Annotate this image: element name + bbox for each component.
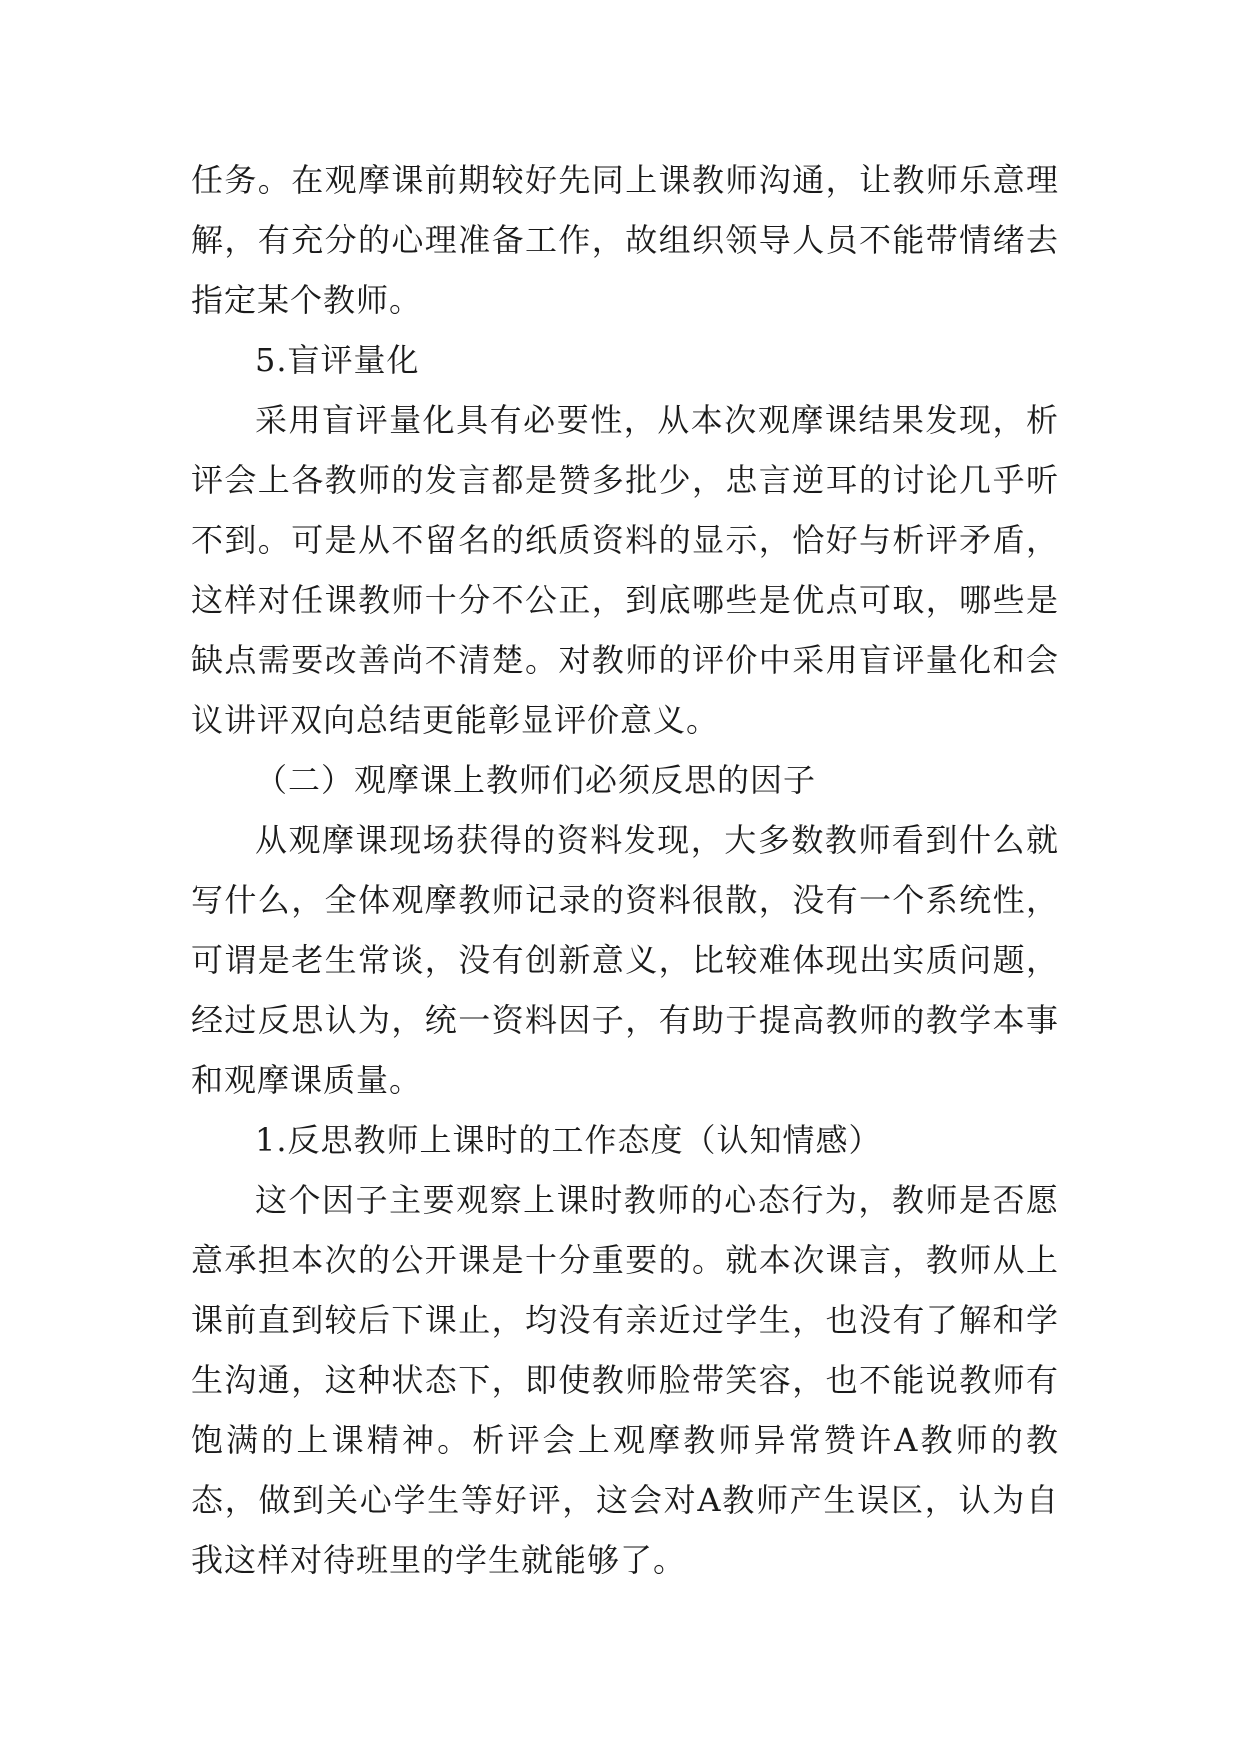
paragraph-blind-evaluation: 采用盲评量化具有必要性，从本次观摩课结果发现，析评会上各教师的发言都是赞多批少，忠言逆耳的讨论几乎听不到。可是从不留名的纸质资料的显示，恰好与析评矛盾，这样对任课教师十分不公正，到底哪些是优点可取，哪些是缺点需要改善尚不清楚。对教师的评价中采用盲评量化和会议讲评双向总结更能彰显评价意义。 <box>191 401 1059 739</box>
paragraph-work-attitude: 这个因子主要观察上课时教师的心态行为，教师是否愿意承担本次的公开课是十分重要的。就本次课言，教师从上课前直到较后下课止，均没有亲近过学生，也没有了解和学生沟通，这种状态下，即使教师脸带笑容，也不能说教师有饱满的上课精神。析评会上观摩教师异常赞许A教师的教态，做到关心学生等好评，这会对A教师产生误区，认为自我这样对待班里的学生就能够了。 <box>191 1181 1059 1579</box>
heading-section-two: （二）观摩课上教师们必须反思的因子 <box>255 761 817 799</box>
paragraph-reflection-factors: 从观摩课现场获得的资料发现，大多数教师看到什么就写什么，全体观摩教师记录的资料很散，没有一个系统性，可谓是老生常谈，没有创新意义，比较难体现出实质问题，经过反思认为，统一资料因子，有助于提高教师的教学本事和观摩课质量。 <box>191 821 1059 1099</box>
heading-blind-evaluation: 5.盲评量化 <box>255 341 420 379</box>
heading-work-attitude: 1.反思教师上课时的工作态度（认知情感） <box>255 1121 882 1159</box>
paragraph-task-continuation: 任务。在观摩课前期较好先同上课教师沟通，让教师乐意理解，有充分的心理准备工作，故组织领导人员不能带情绪去指定某个教师。 <box>191 161 1059 319</box>
document-body <box>191 150 1059 1590</box>
